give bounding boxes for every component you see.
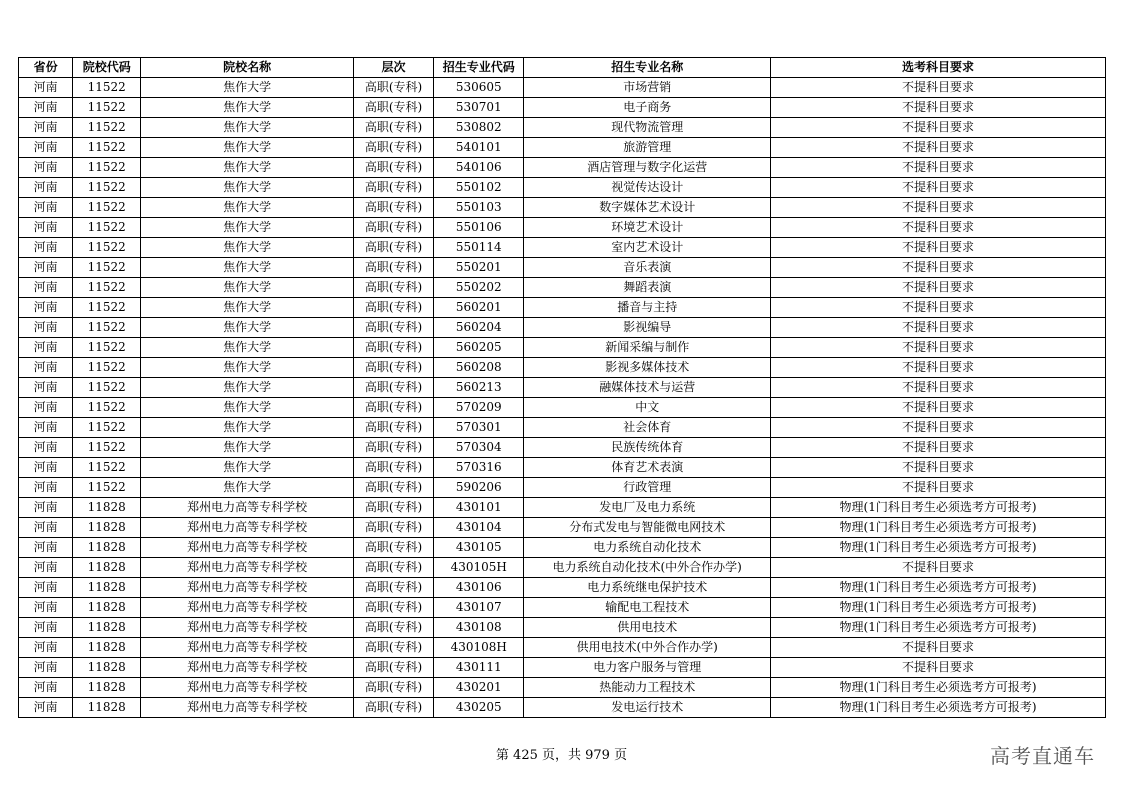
cell-school-code: 11522 [73,278,141,298]
cell-subject-requirement: 不提科目要求 [771,238,1106,258]
cell-school-name: 郑州电力高等专科学校 [141,538,354,558]
cell-major-code: 540101 [434,138,524,158]
cell-major-name: 发电运行技术 [524,698,771,718]
cell-subject-requirement: 不提科目要求 [771,98,1106,118]
cell-province: 河南 [19,678,73,698]
cell-province: 河南 [19,478,73,498]
cell-major-name: 行政管理 [524,478,771,498]
cell-level: 高职(专科) [353,298,433,318]
table-row [19,258,1106,278]
cell-level: 高职(专科) [353,638,433,658]
table-row [19,478,1106,498]
cell-level: 高职(专科) [353,318,433,338]
cell-school-code: 11522 [73,238,141,258]
cell-level: 高职(专科) [353,678,433,698]
cell-major-code: 430105 [434,538,524,558]
cell-major-code: 550114 [434,238,524,258]
cell-level: 高职(专科) [353,338,433,358]
cell-subject-requirement: 不提科目要求 [771,178,1106,198]
cell-school-code: 11522 [73,358,141,378]
cell-school-code: 11522 [73,298,141,318]
cell-subject-requirement: 不提科目要求 [771,218,1106,238]
cell-school-code: 11522 [73,138,141,158]
cell-major-code: 540106 [434,158,524,178]
cell-level: 高职(专科) [353,438,433,458]
cell-school-name: 郑州电力高等专科学校 [141,498,354,518]
table-row [19,418,1106,438]
cell-major-name: 播音与主持 [524,298,771,318]
cell-subject-requirement: 不提科目要求 [771,298,1106,318]
cell-subject-requirement: 物理(1门科目考生必须选考方可报考) [771,498,1106,518]
cell-level: 高职(专科) [353,158,433,178]
table-row [19,578,1106,598]
cell-school-code: 11522 [73,258,141,278]
cell-school-name: 郑州电力高等专科学校 [141,578,354,598]
cell-major-name: 视觉传达设计 [524,178,771,198]
header-subject-requirement: 选考科目要求 [771,58,1106,78]
header-row [19,58,1106,78]
table-row [19,498,1106,518]
cell-school-code: 11522 [73,78,141,98]
cell-major-code: 560205 [434,338,524,358]
table-row [19,178,1106,198]
cell-major-code: 430108 [434,618,524,638]
cell-province: 河南 [19,338,73,358]
cell-province: 河南 [19,278,73,298]
table-row [19,598,1106,618]
cell-school-name: 郑州电力高等专科学校 [141,638,354,658]
cell-school-code: 11828 [73,538,141,558]
cell-province: 河南 [19,578,73,598]
cell-level: 高职(专科) [353,578,433,598]
cell-subject-requirement: 不提科目要求 [771,138,1106,158]
cell-school-name: 焦作大学 [141,358,354,378]
cell-school-code: 11828 [73,558,141,578]
cell-school-code: 11522 [73,478,141,498]
cell-school-name: 郑州电力高等专科学校 [141,598,354,618]
cell-level: 高职(专科) [353,518,433,538]
table-row [19,98,1106,118]
cell-major-name: 数字媒体艺术设计 [524,198,771,218]
cell-school-name: 焦作大学 [141,438,354,458]
cell-school-name: 郑州电力高等专科学校 [141,558,354,578]
cell-major-name: 体育艺术表演 [524,458,771,478]
cell-major-name: 新闻采编与制作 [524,338,771,358]
cell-major-code: 550106 [434,218,524,238]
cell-major-name: 中文 [524,398,771,418]
cell-major-code: 560204 [434,318,524,338]
cell-province: 河南 [19,698,73,718]
cell-province: 河南 [19,118,73,138]
cell-province: 河南 [19,398,73,418]
header-major-name: 招生专业名称 [524,58,771,78]
cell-level: 高职(专科) [353,398,433,418]
cell-level: 高职(专科) [353,238,433,258]
cell-major-code: 570209 [434,398,524,418]
cell-school-name: 焦作大学 [141,458,354,478]
cell-school-name: 焦作大学 [141,378,354,398]
cell-school-name: 焦作大学 [141,138,354,158]
header-school-name: 院校名称 [141,58,354,78]
cell-province: 河南 [19,418,73,438]
cell-province: 河南 [19,98,73,118]
cell-school-name: 焦作大学 [141,78,354,98]
cell-major-code: 430205 [434,698,524,718]
cell-major-code: 560213 [434,378,524,398]
cell-subject-requirement: 不提科目要求 [771,478,1106,498]
cell-level: 高职(专科) [353,538,433,558]
table-row [19,298,1106,318]
cell-level: 高职(专科) [353,618,433,638]
cell-major-name: 环境艺术设计 [524,218,771,238]
cell-school-code: 11828 [73,658,141,678]
cell-province: 河南 [19,518,73,538]
cell-school-name: 郑州电力高等专科学校 [141,618,354,638]
cell-major-name: 旅游管理 [524,138,771,158]
cell-major-code: 550102 [434,178,524,198]
cell-level: 高职(专科) [353,478,433,498]
cell-major-code: 570301 [434,418,524,438]
cell-major-code: 550202 [434,278,524,298]
cell-major-code: 530802 [434,118,524,138]
cell-level: 高职(专科) [353,258,433,278]
cell-province: 河南 [19,318,73,338]
cell-level: 高职(专科) [353,378,433,398]
cell-major-name: 现代物流管理 [524,118,771,138]
watermark-logo: 高考直通车 [990,744,1095,768]
cell-major-name: 酒店管理与数字化运营 [524,158,771,178]
cell-province: 河南 [19,458,73,478]
cell-subject-requirement: 物理(1门科目考生必须选考方可报考) [771,698,1106,718]
cell-level: 高职(专科) [353,98,433,118]
cell-province: 河南 [19,138,73,158]
cell-major-code: 560201 [434,298,524,318]
cell-major-name: 融媒体技术与运营 [524,378,771,398]
cell-school-code: 11522 [73,378,141,398]
cell-school-code: 11828 [73,578,141,598]
cell-major-code: 560208 [434,358,524,378]
header-province: 省份 [19,58,73,78]
cell-major-code: 550201 [434,258,524,278]
cell-major-name: 电子商务 [524,98,771,118]
cell-major-code: 430201 [434,678,524,698]
cell-level: 高职(专科) [353,198,433,218]
cell-major-code: 430107 [434,598,524,618]
cell-school-name: 焦作大学 [141,178,354,198]
cell-school-name: 焦作大学 [141,298,354,318]
cell-school-name: 焦作大学 [141,318,354,338]
table-row [19,218,1106,238]
cell-major-name: 电力系统自动化技术 [524,538,771,558]
cell-school-code: 11828 [73,698,141,718]
cell-school-name: 郑州电力高等专科学校 [141,518,354,538]
cell-school-name: 焦作大学 [141,258,354,278]
cell-level: 高职(专科) [353,498,433,518]
cell-school-code: 11522 [73,178,141,198]
cell-province: 河南 [19,178,73,198]
cell-subject-requirement: 不提科目要求 [771,78,1106,98]
table-row [19,338,1106,358]
cell-major-code: 550103 [434,198,524,218]
cell-subject-requirement: 不提科目要求 [771,418,1106,438]
cell-school-code: 11522 [73,158,141,178]
cell-subject-requirement: 物理(1门科目考生必须选考方可报考) [771,598,1106,618]
cell-level: 高职(专科) [353,358,433,378]
cell-school-code: 11522 [73,318,141,338]
header-major-code: 招生专业代码 [434,58,524,78]
cell-school-name: 焦作大学 [141,98,354,118]
cell-school-code: 11828 [73,498,141,518]
cell-subject-requirement: 不提科目要求 [771,638,1106,658]
cell-school-name: 焦作大学 [141,198,354,218]
cell-major-code: 570316 [434,458,524,478]
cell-subject-requirement: 不提科目要求 [771,558,1106,578]
cell-major-code: 430104 [434,518,524,538]
cell-major-name: 电力系统继电保护技术 [524,578,771,598]
cell-subject-requirement: 不提科目要求 [771,378,1106,398]
cell-major-name: 供用电技术(中外合作办学) [524,638,771,658]
cell-level: 高职(专科) [353,598,433,618]
table-row [19,138,1106,158]
cell-school-code: 11522 [73,98,141,118]
cell-school-code: 11522 [73,198,141,218]
cell-level: 高职(专科) [353,418,433,438]
cell-province: 河南 [19,358,73,378]
table-row [19,398,1106,418]
cell-major-name: 分布式发电与智能微电网技术 [524,518,771,538]
cell-province: 河南 [19,218,73,238]
cell-school-name: 焦作大学 [141,218,354,238]
cell-subject-requirement: 不提科目要求 [771,658,1106,678]
cell-province: 河南 [19,658,73,678]
table-row [19,658,1106,678]
cell-school-code: 11828 [73,598,141,618]
header-level: 层次 [353,58,433,78]
cell-school-name: 焦作大学 [141,338,354,358]
cell-province: 河南 [19,158,73,178]
cell-level: 高职(专科) [353,178,433,198]
cell-level: 高职(专科) [353,138,433,158]
cell-school-name: 焦作大学 [141,278,354,298]
cell-school-code: 11828 [73,518,141,538]
cell-level: 高职(专科) [353,118,433,138]
cell-school-code: 11522 [73,438,141,458]
cell-major-code: 590206 [434,478,524,498]
cell-subject-requirement: 不提科目要求 [771,158,1106,178]
cell-school-name: 焦作大学 [141,418,354,438]
cell-province: 河南 [19,258,73,278]
cell-major-name: 电力客户服务与管理 [524,658,771,678]
table-body [19,78,1106,718]
cell-subject-requirement: 物理(1门科目考生必须选考方可报考) [771,618,1106,638]
cell-subject-requirement: 物理(1门科目考生必须选考方可报考) [771,578,1106,598]
cell-major-name: 影视多媒体技术 [524,358,771,378]
cell-province: 河南 [19,618,73,638]
cell-province: 河南 [19,598,73,618]
cell-subject-requirement: 物理(1门科目考生必须选考方可报考) [771,678,1106,698]
cell-subject-requirement: 不提科目要求 [771,338,1106,358]
cell-major-code: 570304 [434,438,524,458]
table-row [19,358,1106,378]
cell-major-name: 音乐表演 [524,258,771,278]
header-school-code: 院校代码 [73,58,141,78]
cell-province: 河南 [19,238,73,258]
cell-major-code: 530701 [434,98,524,118]
cell-major-name: 发电厂及电力系统 [524,498,771,518]
cell-school-name: 焦作大学 [141,118,354,138]
cell-subject-requirement: 不提科目要求 [771,198,1106,218]
cell-major-name: 影视编导 [524,318,771,338]
table-row [19,438,1106,458]
cell-school-code: 11522 [73,458,141,478]
cell-school-code: 11522 [73,418,141,438]
cell-province: 河南 [19,558,73,578]
table-row [19,618,1106,638]
cell-level: 高职(专科) [353,658,433,678]
cell-major-name: 民族传统体育 [524,438,771,458]
table-row [19,238,1106,258]
cell-major-name: 社会体育 [524,418,771,438]
table-row [19,698,1106,718]
cell-level: 高职(专科) [353,698,433,718]
cell-school-code: 11828 [73,678,141,698]
cell-province: 河南 [19,198,73,218]
table-row [19,78,1106,98]
cell-major-name: 输配电工程技术 [524,598,771,618]
cell-major-name: 市场营销 [524,78,771,98]
cell-province: 河南 [19,538,73,558]
table-row [19,158,1106,178]
cell-major-code: 430105H [434,558,524,578]
cell-subject-requirement: 物理(1门科目考生必须选考方可报考) [771,518,1106,538]
cell-school-code: 11522 [73,338,141,358]
cell-major-name: 热能动力工程技术 [524,678,771,698]
cell-province: 河南 [19,498,73,518]
cell-level: 高职(专科) [353,78,433,98]
cell-school-code: 11828 [73,638,141,658]
cell-school-name: 郑州电力高等专科学校 [141,698,354,718]
table-row [19,678,1106,698]
cell-major-code: 430111 [434,658,524,678]
cell-school-name: 郑州电力高等专科学校 [141,658,354,678]
admission-table [18,57,1106,718]
cell-major-code: 430108H [434,638,524,658]
cell-province: 河南 [19,78,73,98]
cell-school-code: 11828 [73,618,141,638]
cell-major-code: 430106 [434,578,524,598]
table-row [19,118,1106,138]
cell-province: 河南 [19,378,73,398]
cell-level: 高职(专科) [353,458,433,478]
cell-province: 河南 [19,298,73,318]
cell-subject-requirement: 不提科目要求 [771,278,1106,298]
cell-school-name: 郑州电力高等专科学校 [141,678,354,698]
table-row [19,638,1106,658]
cell-level: 高职(专科) [353,558,433,578]
table-row [19,458,1106,478]
cell-school-name: 焦作大学 [141,398,354,418]
cell-level: 高职(专科) [353,218,433,238]
table-row [19,558,1106,578]
cell-school-code: 11522 [73,118,141,138]
cell-major-name: 室内艺术设计 [524,238,771,258]
cell-school-name: 焦作大学 [141,478,354,498]
table-row [19,538,1106,558]
cell-subject-requirement: 不提科目要求 [771,458,1106,478]
cell-school-name: 焦作大学 [141,158,354,178]
cell-subject-requirement: 不提科目要求 [771,358,1106,378]
cell-subject-requirement: 不提科目要求 [771,318,1106,338]
cell-major-name: 舞蹈表演 [524,278,771,298]
cell-subject-requirement: 不提科目要求 [771,258,1106,278]
cell-major-code: 530605 [434,78,524,98]
page-footer: 第 425 页，共 979 页 [495,748,628,763]
table-row [19,198,1106,218]
cell-school-code: 11522 [73,218,141,238]
cell-subject-requirement: 物理(1门科目考生必须选考方可报考) [771,538,1106,558]
table-row [19,518,1106,538]
cell-school-code: 11522 [73,398,141,418]
cell-province: 河南 [19,638,73,658]
cell-subject-requirement: 不提科目要求 [771,118,1106,138]
table-row [19,278,1106,298]
cell-major-name: 电力系统自动化技术(中外合作办学) [524,558,771,578]
cell-major-code: 430101 [434,498,524,518]
cell-level: 高职(专科) [353,278,433,298]
cell-school-name: 焦作大学 [141,238,354,258]
cell-subject-requirement: 不提科目要求 [771,398,1106,418]
table-row [19,378,1106,398]
table-row [19,318,1106,338]
cell-subject-requirement: 不提科目要求 [771,438,1106,458]
cell-province: 河南 [19,438,73,458]
cell-major-name: 供用电技术 [524,618,771,638]
